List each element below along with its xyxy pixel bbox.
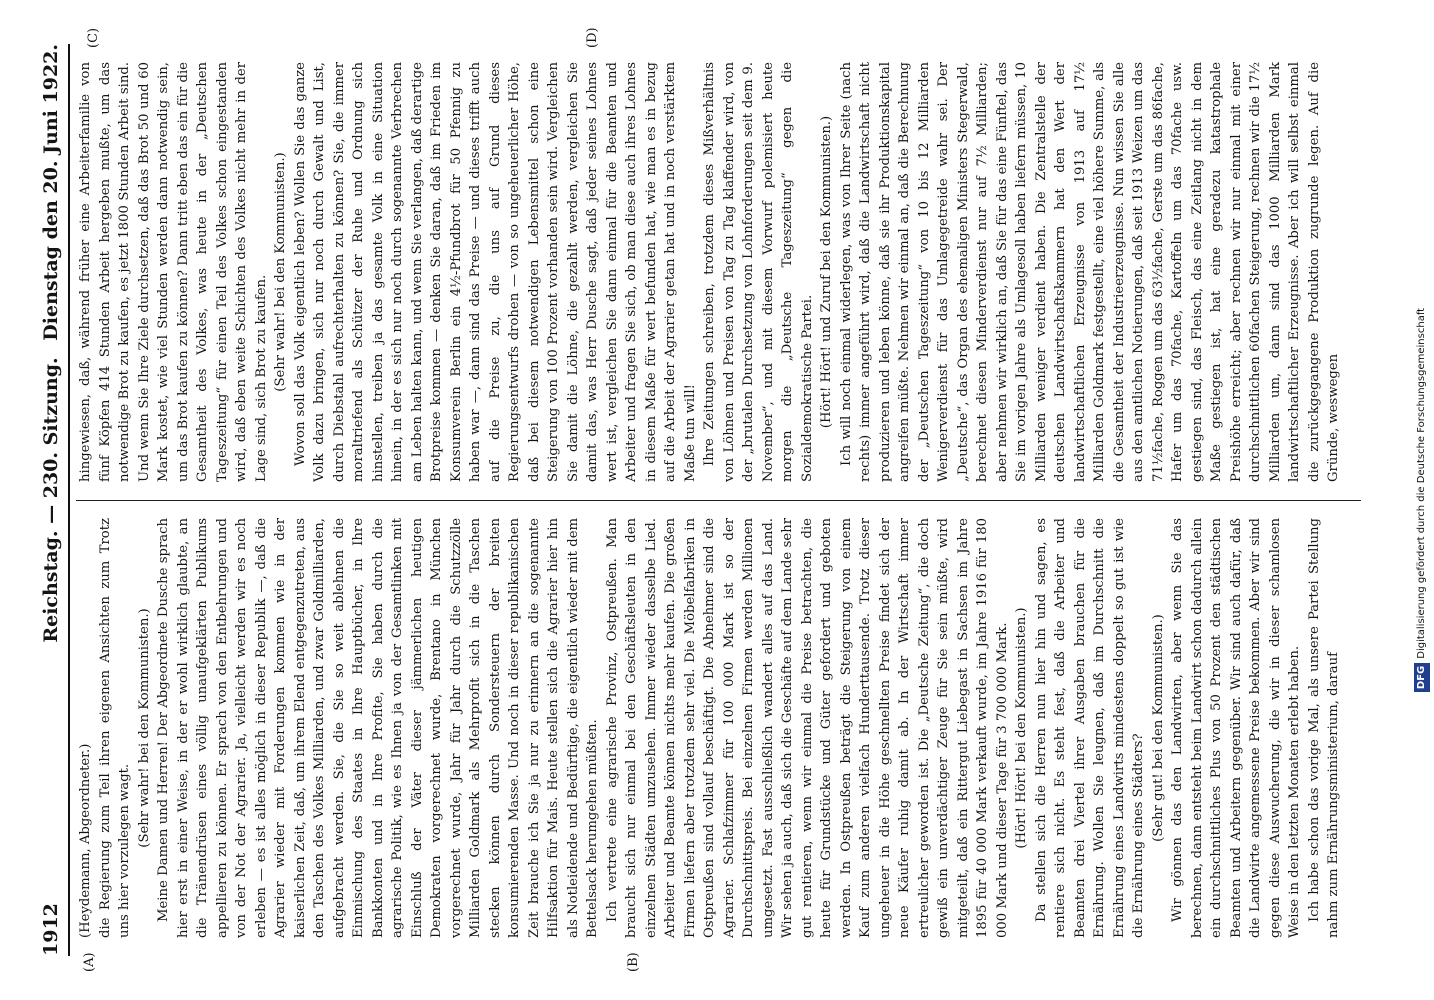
paragraph: Ich habe schon das vorige Mal, als unsere Partei Stellung nahm zum Ernährungsministerium, darauf bbox=[1306, 518, 1341, 938]
margin-marker-b: (B) bbox=[626, 952, 641, 972]
speaker-line: (Heydemann, Abgeordneter.) bbox=[78, 743, 93, 938]
interjection: (Hört! Hört! und Zuruf bei den Kommunisten.) bbox=[819, 115, 834, 429]
interjection: (Hört! Hört! bei den Kommunisten.) bbox=[1014, 607, 1029, 849]
interjection: (Sehr wahr! bei den Kommunisten.) bbox=[136, 608, 152, 848]
paragraph: die Regierung zum Teil ihren eigenen Ansichten zum Trotz uns hier vorzulegen wagt. bbox=[97, 518, 132, 938]
paragraph: Wir gönnen das den Landwirten, aber wenn Sie das berechnen, dann entsteht beim Landwirt schon dadurch allein ein durchschnittliches Plus von 50 Prozent den städtischen Beamten und Arbeitern gegenüber. Wir sind auch dafür, daß die Landwirte angemessene Preise bekommen. Aber wir sind gegen diese Auswucherung, die wir in dieser schamlosen Weise in den letzten Monaten erlebt haben. bbox=[1170, 518, 1302, 938]
page-header bbox=[38, 44, 70, 956]
paragraph: Da stellen sich die Herren nun hier hin und sagen, es rentiere sich nicht. Es steht fest, daß die Arbeiter und Beamten drei Viertel ihrer Ausgaben brauchen für die Ernährung. Wollen Sie leugnen, daß im Durchschnitt die Ernährung eines Landwirts mindestens doppelt so gut ist wie die Ernährung eines Städters? bbox=[1033, 518, 1146, 938]
column-divider bbox=[76, 500, 1361, 501]
margin-marker-c: (C) bbox=[86, 27, 101, 48]
paragraph: hingewiesen, daß, während früher eine Arbeiterfamilie von fünf Köpfen 414 Stunden Arbeit hergeben mußte, um das notwendige Brot zu kaufen, es jetzt 1800 Stunden Arbeit sind. Und wenn Sie Ihre Ziele durchsetzen, daß das Brot 50 und 60 Mark kostet, wie viel Stunden werden dann notwendig sein, um das Brot kaufen zu können? Dann tritt eben das ein für die Gesamtheit des Volkes, was heute in der „Deutschen Tageszeitung“ für einen Teil des Volkes schon eingestanden wird, daß eben weite Schichten des Volkes nicht mehr in der Lage sind, sich Brot zu kaufen. bbox=[78, 62, 269, 482]
session-date: Dienstag den 20. Juni 1922. bbox=[40, 44, 62, 341]
interjection: (Sehr gut! bei den Kommunisten.) bbox=[1150, 614, 1166, 842]
credit-text: Digitalisierung gefördert durch die Deutsche Forschungsgemeinschaft bbox=[1416, 307, 1427, 659]
dfg-logo: DFG bbox=[1414, 663, 1430, 692]
session-title: Reichstag. — 230. Sitzung. bbox=[40, 357, 62, 643]
digitization-credit bbox=[1414, 0, 1430, 1000]
interjection: (Sehr wahr! bei den Kommunisten.) bbox=[273, 152, 288, 392]
paragraph: Ich will noch einmal widerlegen, was von Ihrer Seite (nach rechts) immer angeführt wird, daß die Landwirtschaft nicht produzieren und leben könne, daß sie ihr Produktionskapital angreifen müßte. Nehmen wir einmal an, daß die Berechnung der „Deutschen Tageszeitung“ von 10 bis 12 Milliarden Wenigerverdienst für das Umlagegetreide wahr sei. Der „Deutsche“, das Organ des ehemaligen Ministers Stegerwald, berechnet diesen Minderverdienst nur auf 7½ Milliarden; aber nehmen wir wirklich an, daß Sie für das eine Fünftel, das Sie im vorigen Jahre als Umlagesoll haben liefern müssen, 10 Milliarden weniger verdient haben. Die Zentralstelle der deutschen Landwirtschaftskammern hat den Wert der landwirtschaftlichen Erzeugnisse von 1913 auf 17½ Milliarden Goldmark festgestellt, eine viel höhere Summe, als die Gesamtheit der Industrieerzeugnisse. Nun wissen Sie alle aus den amtlichen Notierungen, daß seit 1913 Weizen um das 71½fache, Roggen um das 63½fache, Gerste um das 86fache, Hafer um das 70fache, Kartoffeln um das 70fache usw. gestiegen sind, das Fleisch, das eine Zeitlang nicht in dem Maße gestiegen ist, hat eine geradezu katastrophale Preishöhe erreicht; aber rechnen wir nur einmal mit einer durchschnittlichen 60fachen Steigerung, rechnen wir die 17½ Milliarden um, dann sind das 1000 Milliarden Mark landwirtschaftlicher Erzeugnisse. Aber ich will selbst einmal die zurückgegangene Produktion zugrunde legen. Auf die Gründe, weswegen bbox=[838, 62, 1341, 482]
margin-marker-a: (A) bbox=[82, 952, 97, 972]
paragraph: Ihre Zeitungen schreiben, trotzdem dieses Mißverhältnis von Löhnen und Preisen von Tag zu Tag klaffender wird, von der „brutalen Durchsetzung von Lohnforderungen seit dem 9. November“, und mit diesem Vorwurf polemisiert heute morgen die „Deutsche Tageszeitung“ gegen die Sozialdemokratische Partei. bbox=[702, 62, 815, 482]
page-number: 1912 bbox=[40, 903, 62, 956]
paragraph: Meine Damen und Herren! Der Abgeordnete Dusche sprach hier erst in einer Weise, in der er wohl wirklich glaubte, an die Tränendrüsen eines völlig unaufgeklärten Publikums appellieren zu können. Er sprach von den Entbehrungen und von der Not der Agrarier. Ja, vielleicht werden wir es noch erleben — es ist alles möglich in dieser Republik —, daß die Agrarier wieder mit Forderungen kommen wie in der kaiserlichen Zeit, daß, um ihrem Elend entgegenzutreten, aus den Taschen des Volkes Milliarden, und zwar Goldmilliarden, aufgebracht werden. Sie, die Sie so weit ablehnen die Einmischung des Staates in Ihre Hauptbücher, in Ihre Bankkonten und in Ihre Profite, Sie haben durch die agrarische Politik, wie es Ihnen ja von der Gesamtlinken mit Einschluß der Väter dieser jämmerlichen heutigen Demokraten vorgerechnet wurde, Brentano in München vorgerechnet wurde, Jahr für Jahr durch die Schutzzölle Milliarden Goldmark als Mehrprofit sich in die Taschen stecken können durch Sondersteuern der breiten konsumierenden Masse. Und noch in dieser republikanischen Zeit brauche ich Sie ja nur zu erinnern an die sogenannte Hilfsaktion für Mais. Heute stellen sich die Agrarier hier hin als Notleidende und Bedürftige, die eigentlich wieder mit dem Bettelsack herumgehen müßten. bbox=[156, 518, 600, 938]
margin-marker-d: (D) bbox=[585, 27, 600, 48]
right-column bbox=[76, 62, 1366, 482]
paragraph: Ich vertrete eine agrarische Provinz, Ostpreußen. Man braucht sich nur einmal bei den Geschäftsleuten in den einzelnen Städten umzusehen. Immer wieder dasselbe Lied. Arbeiter und Beamte können nichts mehr kaufen. Die großen Firmen liefern aber trotzdem sehr viel. Die Möbelfabriken in Ostpreußen sind vollauf beschäftigt. Die Abnehmer sind die Agrarier. Schlafzimmer für 100 000 Mark ist so der Durchschnittspreis. Bei einzelnen Firmen werden Millionen umgesetzt. Fast ausschließlich wandert alles auf das Land. Wir sehen ja auch, daß sich die Geschäfte auf dem Lande sehr gut rentieren, wenn wir einmal die Preise betrachten, die heute für Grundstücke und Güter gefordert und geboten werden. In Ostpreußen beträgt die Steigerung von einem Kauf zum anderen vielfach Hunderttausende. Trotz dieser ungeheuer in die Höhe geschnellten Preise findet sich der neue Käufer ruhig damit ab. In der Wirtschaft immer ertreulicher geworden ist. Die „Deutsche Zeitung“, die doch gewiß ein unverdächtiger Zeuge für Sie sein müßte, wird mitgeteilt, daß ein Rittergut Liebegast in Sachsen im Jahre 1895 für 40 000 Mark verkauft wurde, im Jahre 1916 für 180 000 Mark und dieser Tage für 3 700 000 Mark. bbox=[604, 518, 1010, 938]
left-column bbox=[76, 518, 1366, 938]
paragraph: Wovon soll das Volk eigentlich leben? Wollen Sie das ganze Volk dazu bringen, sich nur noch durch Gewalt und List, durch Diebstahl aufrechterhalten zu können? Sie, die immer moraltriefend als Schützer der Ruhe und Ordnung sich hinstellen, treiben ja das gesamte Volk in eine Situation hinein, in der es sich nur noch durch sogenannte Verbrechen am Leben halten kann, und wenn Sie verlangen, daß derartige Brotpreise kommen — denken Sie daran, daß im Frieden im Konsumverein Berlin ein 4½-Pfundbrot für 50 Pfennig zu haben war —, dann sind das Preise — und dieses trifft auch auf die Preise zu, die uns auf Grund dieses Regierungsentwurfs drohen — von so ungeheuerlicher Höhe, daß bei diesem notwendigen Lebensmittel schon eine Steigerung von 100 Prozent vorhanden sein wird. Vergleichen Sie damit die Löhne, die gezahlt werden, vergleichen Sie damit das, was Herr Dusche sagt, daß jeder seines Lohnes wert ist, vergleichen Sie dann einmal für die Beamten und Arbeiter und fragen Sie sich, ob man diese auch ihres Lohnes in diesem Maße für wert befunden hat, wie man es in bezug auf die Arbeit der Agrarier getan hat und in noch verstärktem Maße tun will! bbox=[292, 62, 698, 482]
